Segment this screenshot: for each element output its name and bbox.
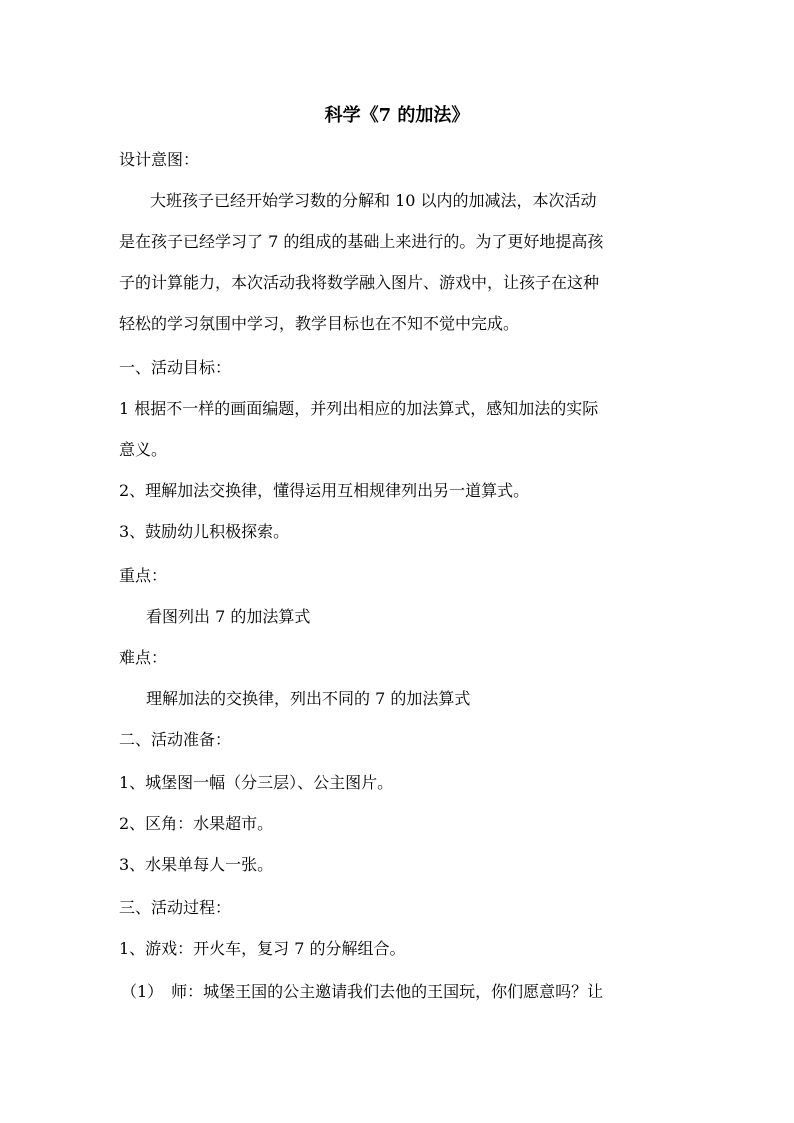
section3-heading: 三、活动过程： — [119, 898, 232, 917]
design-intent-line-1: 大班孩子已经开始学习数的分解和 10 以内的加减法，本次活动 — [150, 191, 597, 210]
design-intent-line-2: 是在孩子已经学习了 7 的组成的基础上来进行的。为了更好地提高孩 — [119, 232, 604, 251]
design-intent-line-4: 轻松的学习氛围中学习，教学目标也在不知不觉中完成。 — [119, 314, 520, 333]
goal-1-line-1: 1 根据不一样的画面编题，并列出相应的加法算式，感知加法的实际 — [119, 399, 599, 418]
key-point-heading: 重点： — [119, 566, 168, 585]
section2-heading: 二、活动准备： — [119, 730, 232, 749]
prep-1: 1、城堡图一幅（分三层）、公主图片。 — [119, 773, 394, 792]
goal-3: 3、鼓励幼儿积极探索。 — [119, 522, 290, 541]
section1-heading: 一、活动目标： — [119, 358, 232, 377]
key-point-text: 看图列出 7 的加法算式 — [146, 607, 311, 626]
difficulty-heading: 难点： — [119, 648, 168, 667]
design-intent-heading: 设计意图： — [119, 150, 200, 169]
document-title: 科学《7 的加法》 — [324, 105, 470, 126]
process-1: 1、游戏：开火车，复习 7 的分解组合。 — [119, 939, 406, 958]
goal-2: 2、理解加法交换律，懂得运用互相规律列出另一道算式。 — [119, 481, 530, 500]
design-intent-line-3: 子的计算能力，本次活动我将数学融入图片、游戏中，让孩子在这种 — [119, 273, 600, 292]
goal-1-line-2: 意义。 — [119, 440, 168, 459]
prep-3: 3、水果单每人一张。 — [119, 855, 274, 874]
process-1-sub-1: （1） 师：城堡王国的公主邀请我们去他的王国玩，你们愿意吗？让 — [121, 982, 604, 1001]
prep-2: 2、区角：水果超市。 — [119, 814, 274, 833]
difficulty-text: 理解加法的交换律，列出不同的 7 的加法算式 — [146, 689, 471, 708]
